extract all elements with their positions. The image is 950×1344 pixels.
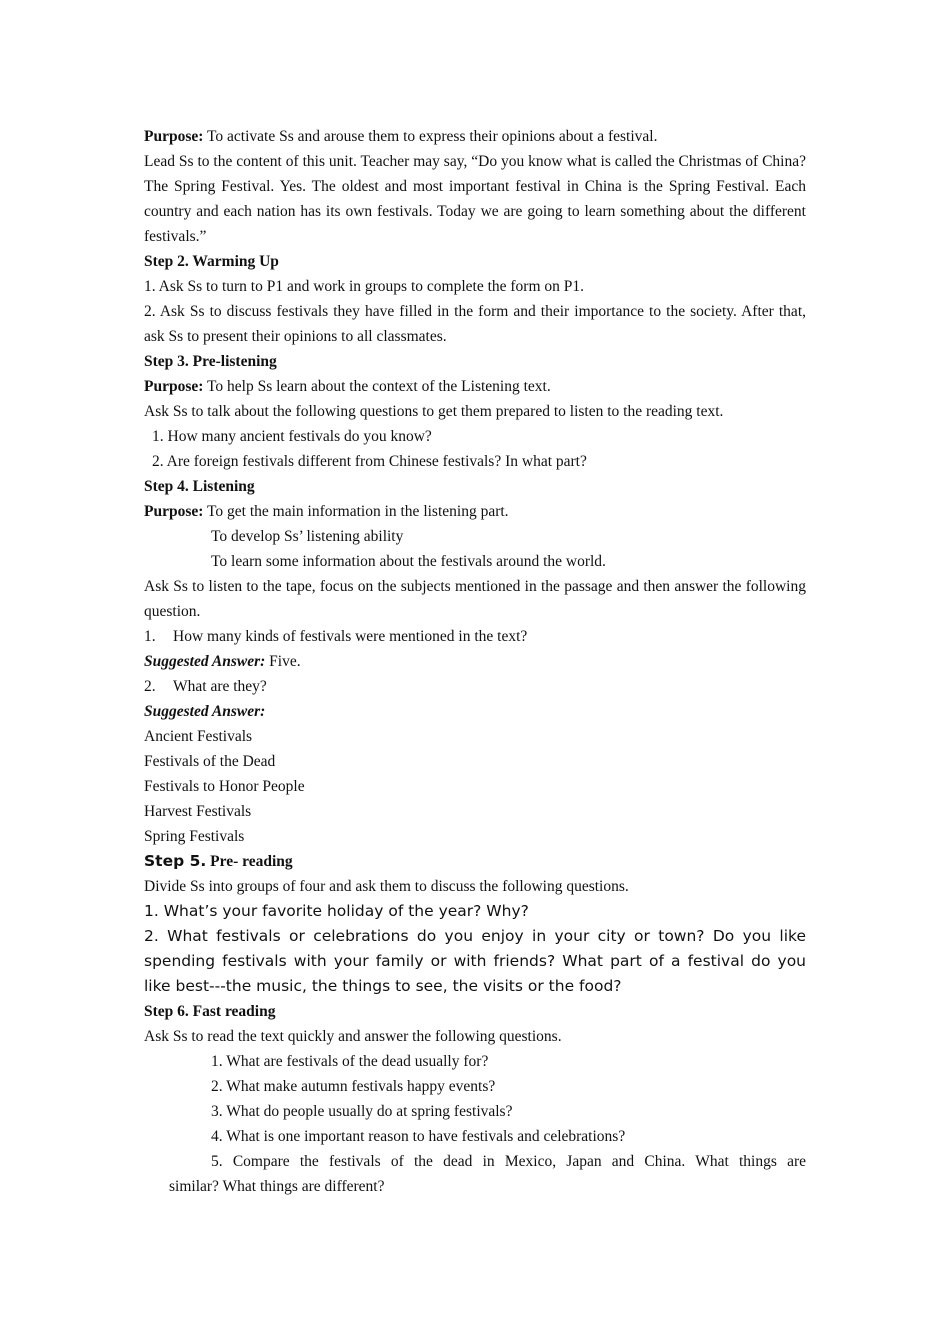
step4-question-2 (144, 674, 806, 699)
purpose-label: Purpose: (144, 503, 204, 520)
step4-purpose-3: To learn some information about the festivals around the world. (211, 553, 606, 570)
list-number: 1. (144, 628, 156, 645)
step3-question-1: 1. How many ancient festivals do you know? (152, 428, 432, 445)
intro-lead-paragraph: Lead Ss to the content of this unit. Teacher may say, “Do you know what is called the Christmas of China? The Spring Festival. Yes. The oldest and most important festival in China is the Spring Festival. Each country and each nation has its own festivals. Today we are going to learn something about the different festivals.” (144, 153, 806, 245)
step4-question-1 (144, 624, 806, 649)
step5-question-1: 1. What’s your favorite holiday of the year? Why? (144, 902, 529, 920)
festival-list-item: Festivals to Honor People (144, 778, 305, 795)
step5-heading-title: Pre- reading (206, 853, 293, 870)
step3-heading: Step 3. Pre-listening (144, 353, 277, 370)
purpose-label: Purpose: (144, 378, 204, 395)
question-text: How many kinds of festivals were mentioned in the text? (173, 628, 528, 645)
step6-question-5-line2: similar? What things are different? (169, 1178, 385, 1195)
purpose-text: To help Ss learn about the context of the Listening text. (203, 378, 551, 395)
step4-purpose-1 (144, 499, 806, 524)
document-page (144, 124, 806, 1199)
step6-question-1: 1. What are festivals of the dead usually for? (211, 1053, 489, 1070)
purpose-text: To get the main information in the listening part. (203, 503, 509, 520)
festival-list-item: Ancient Festivals (144, 728, 253, 745)
step5-heading-number: Step 5. (144, 852, 207, 870)
step6-question-5-line1: 5. Compare the festivals of the dead in Mexico, Japan and China. What things are (211, 1153, 806, 1170)
step4-purpose-2: To develop Ss’ listening ability (211, 528, 404, 545)
step2-heading: Step 2. Warming Up (144, 253, 279, 270)
step4-answer-1 (144, 649, 806, 674)
answer-text: Five. (265, 653, 301, 670)
step5-instruction: Divide Ss into groups of four and ask them to discuss the following questions. (144, 878, 629, 895)
festival-list-item: Harvest Festivals (144, 803, 252, 820)
festival-list-item: Festivals of the Dead (144, 753, 276, 770)
step3-purpose (144, 374, 806, 399)
step6-instruction: Ask Ss to read the text quickly and answer the following questions. (144, 1028, 562, 1045)
step2-item-2: 2. Ask Ss to discuss festivals they have filled in the form and their importance to the society. After that, ask Ss to present their opinions to all classmates. (144, 303, 806, 345)
purpose-text: To activate Ss and arouse them to express their opinions about a festival. (203, 128, 658, 145)
step2-item-1: 1. Ask Ss to turn to P1 and work in groups to complete the form on P1. (144, 278, 585, 295)
step6-question-3: 3. What do people usually do at spring festivals? (211, 1103, 513, 1120)
step5-heading (144, 849, 806, 874)
answer-label: Suggested Answer: (144, 653, 266, 670)
festival-list-item: Spring Festivals (144, 828, 245, 845)
step6-heading: Step 6. Fast reading (144, 1003, 276, 1020)
step6-question-4: 4. What is one important reason to have festivals and celebrations? (211, 1128, 626, 1145)
intro-purpose (144, 124, 806, 149)
step4-heading: Step 4. Listening (144, 478, 255, 495)
step3-question-2: 2. Are foreign festivals different from Chinese festivals? In what part? (152, 453, 587, 470)
list-number: 2. (144, 678, 156, 695)
question-text: What are they? (173, 678, 267, 695)
purpose-label: Purpose: (144, 128, 204, 145)
step4-answer-label-2: Suggested Answer: (144, 703, 266, 720)
step6-question-2: 2. What make autumn festivals happy events? (211, 1078, 496, 1095)
step4-instruction: Ask Ss to listen to the tape, focus on the subjects mentioned in the passage and then answer the following question. (144, 578, 806, 620)
step5-question-2: 2. What festivals or celebrations do you enjoy in your city or town? Do you like spending festivals with your family or with friends? What part of a festival do you like best---the music, the things to see, the visits or the food? (144, 927, 806, 995)
step3-instruction: Ask Ss to talk about the following questions to get them prepared to listen to the reading text. (144, 403, 724, 420)
